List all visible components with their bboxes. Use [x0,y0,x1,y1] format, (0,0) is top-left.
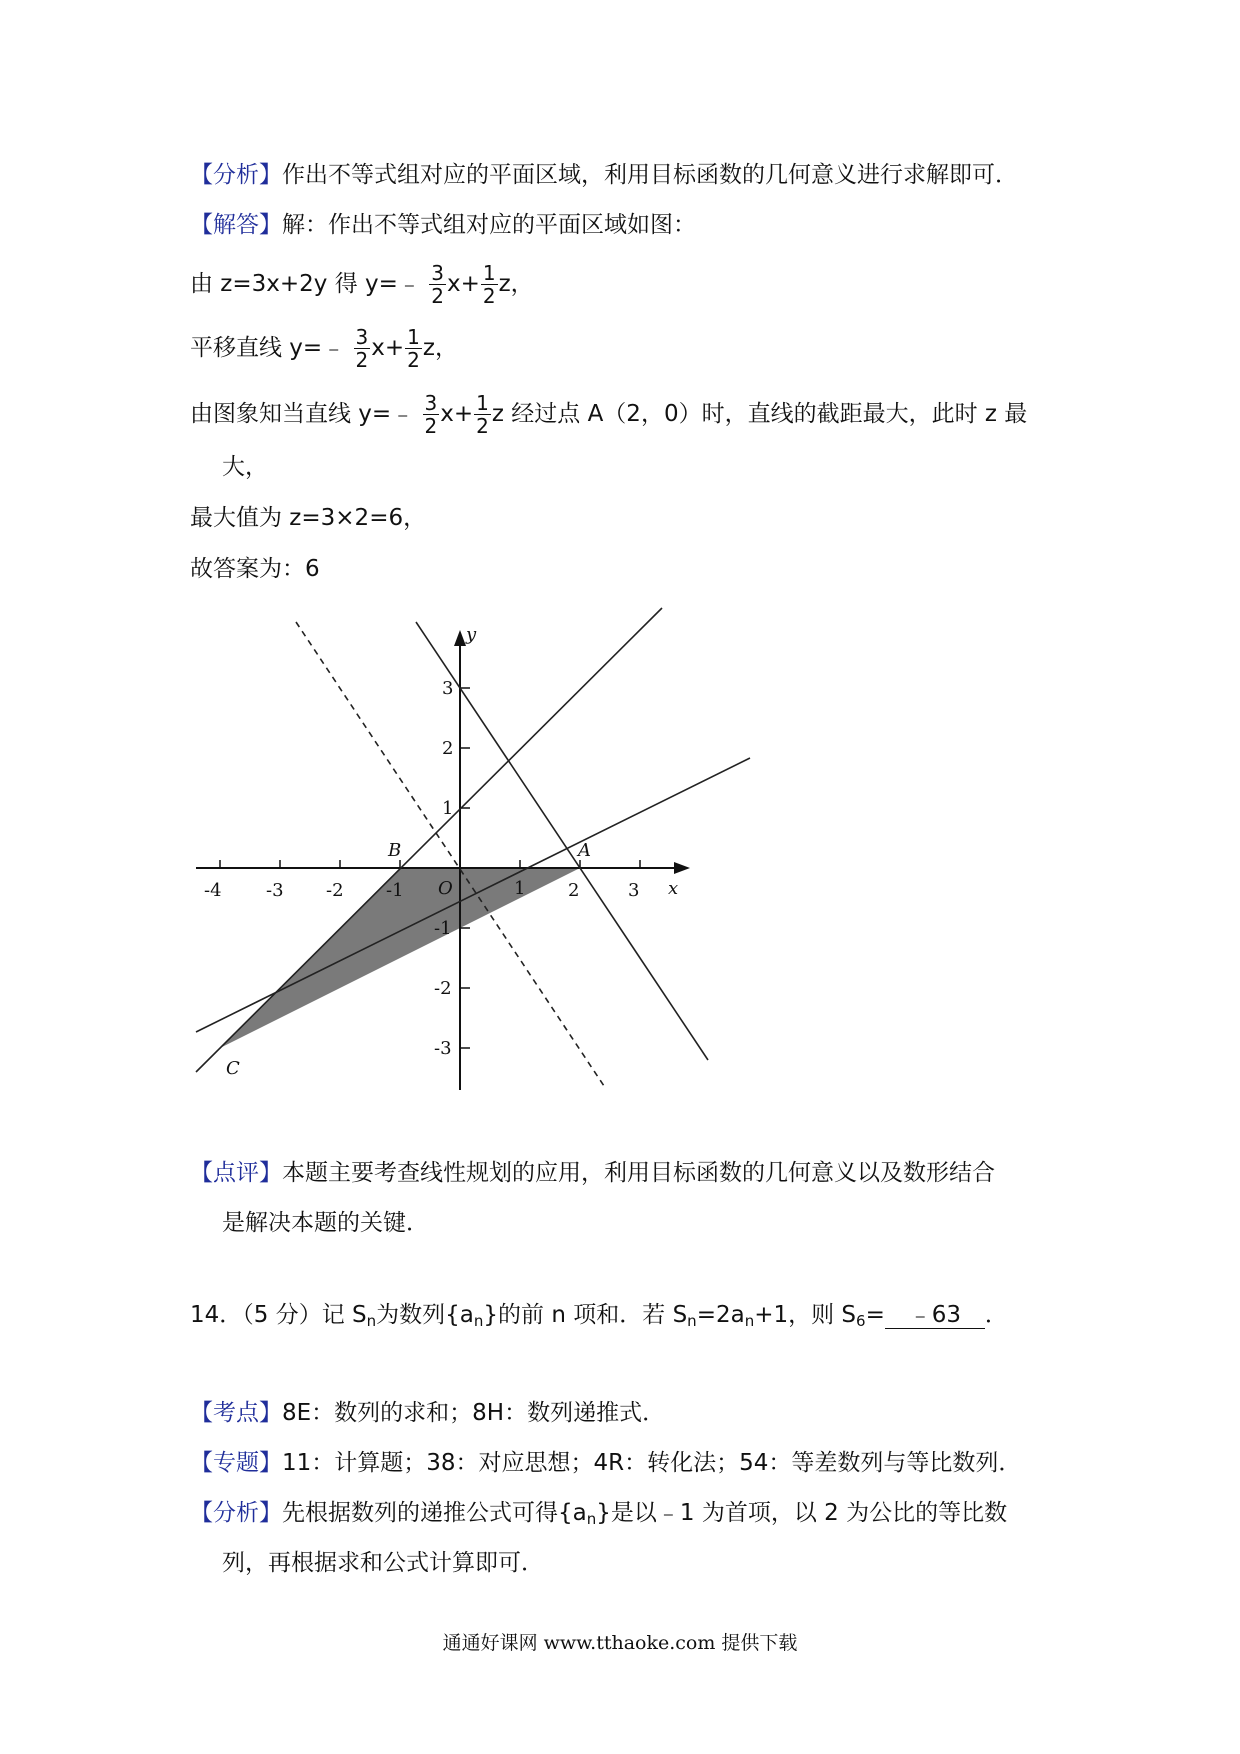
subscript: n [687,1312,697,1330]
fraction-denominator: 2 [424,414,438,438]
fraction-numerator: 3 [431,261,444,285]
y-axis-label: y [466,624,477,645]
analysis-text: 先根据数列的递推公式可得{a [282,1500,587,1526]
question-score: （5 分） [242,1302,322,1328]
question-text: = [865,1302,885,1328]
kaodian-14 [190,1398,665,1428]
step-2 [190,326,458,371]
subscript: 6 [856,1312,866,1330]
fraction-denominator: 2 [431,284,444,308]
fraction [481,262,498,307]
analysis-14 [190,1498,1007,1528]
answer-tag: 【解答】 [190,212,282,238]
zhuanti-14 [190,1448,1021,1478]
fraction-numerator: 1 [482,261,496,285]
subscript: n [586,1510,597,1528]
step-2-text: 平移直线 y=﹣ [190,335,346,361]
subscript: n [473,1312,484,1330]
question-text: 记 S [321,1302,367,1328]
x-tick-label: -2 [326,880,344,901]
y-tick-label: -2 [434,978,452,999]
x-term: x+ [440,401,474,427]
fraction [429,262,446,307]
answer-blank: ﹣63 [885,1302,985,1329]
analysis-tag: 【分析】 [190,162,282,188]
subscript: n [366,1312,377,1330]
fraction [474,392,491,437]
x-tick-label: -3 [266,880,284,901]
fraction [423,392,440,437]
point-label-C: C [226,1058,240,1079]
step-1-text: 由 z=3x+2y 得 y=﹣ [190,271,421,297]
kaodian-text: 8E：数列的求和；8H：数列递推式． [282,1400,666,1426]
question-text: =2a [696,1302,745,1328]
step-3-cont: 大， [222,454,268,480]
step-1 [190,262,534,307]
y-tick-label: -1 [434,918,452,939]
x-tick-label: -4 [204,880,222,901]
x-axis-arrow [674,862,690,874]
step-5: 故答案为：6 [190,556,320,582]
step-3-text: 由图象知当直线 y=﹣ [190,401,415,427]
y-tick-label: 3 [442,678,454,699]
analysis-text: 作出不等式组对应的平面区域，利用目标函数的几何意义进行求解即可． [282,162,1018,188]
origin-label: O [438,878,453,899]
analysis-14-cont: 列，再根据求和公式计算即可． [222,1550,544,1576]
y-tick-label: 2 [442,738,454,759]
kaodian-tag: 【考点】 [190,1400,282,1426]
page-footer: 通通好课网 www.tthaoke.com 提供下载 [442,1632,798,1654]
fraction [354,326,371,371]
x-tick-label: -1 [386,880,404,901]
analysis-tag: 【分析】 [190,1500,282,1526]
fraction-numerator: 1 [407,325,420,349]
fraction-denominator: 2 [476,414,489,438]
question-text: ． [984,1302,1008,1328]
zhuanti-tag: 【专题】 [190,1450,282,1476]
question-text: 为数列{a [376,1302,474,1328]
x-tick-label: 1 [514,878,526,899]
analysis-13 [190,160,1018,190]
answer-text: 解：作出不等式组对应的平面区域如图： [282,212,696,238]
z-term: z [491,401,504,427]
step-3-text-post: 经过点 A（2，0）时，直线的截距最大，此时 z 最 [511,401,1028,427]
y-axis-arrow [454,630,466,646]
z-term: z， [422,335,458,361]
question-text: }的前 n 项和．若 S [483,1302,688,1328]
review-13 [190,1158,995,1188]
coordinate-graph [190,600,760,1140]
review-text: 本题主要考查线性规划的应用，利用目标函数的几何意义以及数形结合 [282,1160,995,1186]
x-term: x+ [446,271,480,297]
review-cont: 是解决本题的关键． [222,1210,429,1236]
question-number: 14． [190,1302,243,1328]
review-tag: 【点评】 [190,1160,282,1186]
x-axis-label: x [668,878,679,899]
fraction-denominator: 2 [407,348,420,372]
answer-13 [190,210,696,240]
step-4: 最大值为 z=3×2=6， [190,505,427,531]
fraction-denominator: 2 [355,348,369,372]
question-14 [190,1300,1008,1330]
fraction-numerator: 3 [424,391,438,415]
y-tick-label: -3 [434,1038,452,1059]
x-tick-label: 2 [568,880,580,901]
x-term: x+ [371,335,405,361]
fraction-denominator: 2 [482,284,496,308]
y-tick-label: 1 [442,798,454,819]
line-y-eq-x-plus-1 [196,608,662,1072]
fraction-numerator: 1 [476,391,489,415]
x-tick-label: 3 [628,880,640,901]
subscript: n [744,1312,755,1330]
point-label-B: B [388,840,402,861]
z-term: z， [498,271,534,297]
analysis-text: }是以﹣1 为首项，以 2 为公比的等比数 [596,1500,1008,1526]
point-label-A: A [578,840,591,861]
step-3 [190,392,1027,437]
fraction-numerator: 3 [355,325,369,349]
fraction [405,326,422,371]
question-text: +1，则 S [754,1302,857,1328]
zhuanti-text: 11：计算题；38：对应思想；4R：转化法；54：等差数列与等比数列． [282,1450,1022,1476]
